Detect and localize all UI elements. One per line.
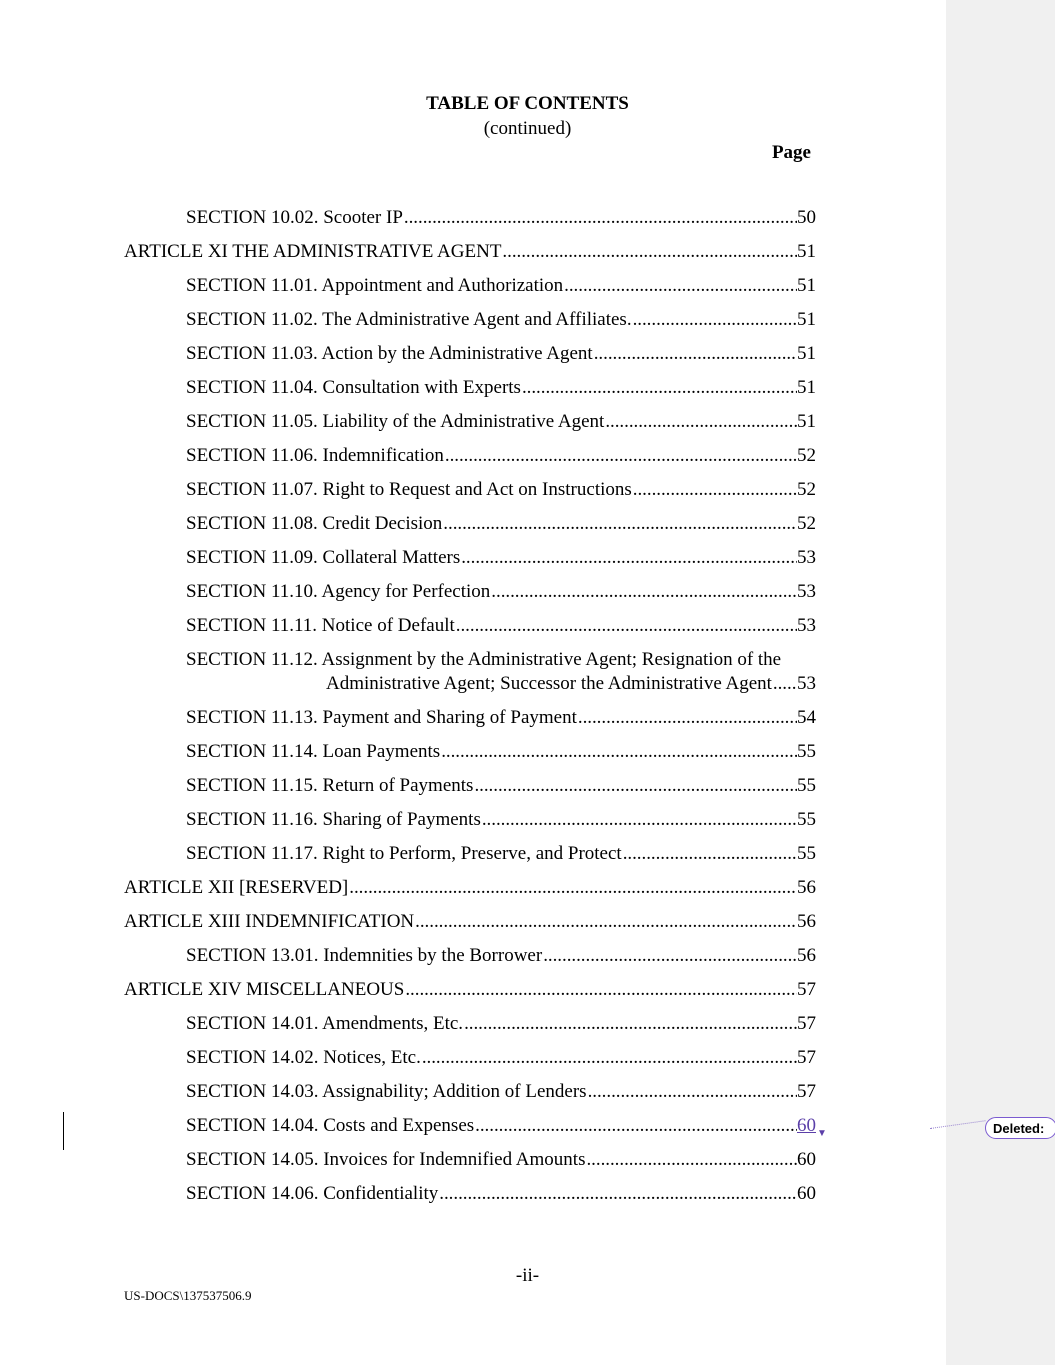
- toc-entry[interactable]: SECTION 14.06. Confidentiality . . . 60: [186, 1182, 816, 1206]
- toc-entry-line1[interactable]: SECTION 11.12. Assignment by the Administrative Agent; Resignation of the: [186, 649, 782, 670]
- insertion-caret-icon: ▼: [817, 1128, 827, 1139]
- toc-entry[interactable]: SECTION 11.02. The Administrative Agent and Affiliates. . . . 51: [186, 308, 816, 332]
- markup-pane: [946, 0, 1055, 1365]
- toc-entry[interactable]: SECTION 14.04. Costs and Expenses . . . 60 ▼: [186, 1114, 816, 1138]
- toc-entry[interactable]: Administrative Agent; Successor the Administrative Agent . . . 53: [326, 672, 816, 696]
- toc-entry[interactable]: SECTION 11.10. Agency for Perfection . . . 53: [186, 580, 816, 604]
- toc-entry[interactable]: SECTION 11.01. Appointment and Authorization . . . 51: [186, 274, 816, 298]
- toc-entry[interactable]: ARTICLE XIV MISCELLANEOUS . . . 57: [124, 978, 816, 1002]
- tracked-change-page-number[interactable]: 60 ▼: [797, 1114, 816, 1138]
- toc-entry[interactable]: SECTION 11.16. Sharing of Payments . . . 55: [186, 808, 816, 832]
- document-id: US-DOCS\137537506.9: [124, 1288, 252, 1303]
- toc-entry[interactable]: SECTION 14.01. Amendments, Etc. . . . 57: [186, 1012, 816, 1036]
- toc-entry[interactable]: SECTION 11.05. Liability of the Administrative Agent . . . 51: [186, 410, 816, 434]
- page-column-header: Page: [771, 142, 811, 163]
- toc-entry[interactable]: SECTION 14.05. Invoices for Indemnified Amounts . . . 60: [186, 1148, 816, 1172]
- toc-title: TABLE OF CONTENTS: [426, 93, 629, 114]
- toc-entry[interactable]: SECTION 11.15. Return of Payments . . . 55: [186, 774, 816, 798]
- toc-entry[interactable]: SECTION 11.07. Right to Request and Act on Instructions . . . 52: [186, 478, 816, 502]
- toc-entry[interactable]: ARTICLE XIII INDEMNIFICATION . . . 56: [124, 910, 816, 934]
- toc-entry[interactable]: SECTION 11.13. Payment and Sharing of Payment . . . 54: [186, 706, 816, 730]
- deleted-comment-balloon[interactable]: Deleted:: [985, 1117, 1055, 1139]
- toc-subtitle: (continued): [483, 118, 572, 139]
- toc-entry[interactable]: SECTION 11.09. Collateral Matters . . . 53: [186, 546, 816, 570]
- toc-entry[interactable]: SECTION 11.17. Right to Perform, Preserve, and Protect . . . 55: [186, 842, 816, 866]
- change-bar: [63, 1112, 64, 1150]
- toc-entry[interactable]: SECTION 10.02. Scooter IP . . . 50: [186, 206, 816, 230]
- toc-entry[interactable]: SECTION 11.08. Credit Decision . . . 52: [186, 512, 816, 536]
- toc-entry[interactable]: SECTION 11.04. Consultation with Experts . . . 51: [186, 376, 816, 400]
- toc-entry[interactable]: SECTION 11.06. Indemnification . . . 52: [186, 444, 816, 468]
- toc-entry[interactable]: SECTION 13.01. Indemnities by the Borrower . . . 56: [186, 944, 816, 968]
- toc-entry[interactable]: SECTION 11.14. Loan Payments . . . 55: [186, 740, 816, 764]
- toc-entry[interactable]: ARTICLE XII [RESERVED] . . . 56: [124, 876, 816, 900]
- toc-entry[interactable]: SECTION 14.03. Assignability; Addition of Lenders . . . 57: [186, 1080, 816, 1104]
- page-number: -ii-: [515, 1265, 540, 1286]
- toc-entry[interactable]: ARTICLE XI THE ADMINISTRATIVE AGENT . . . 51: [124, 240, 816, 264]
- toc-entry[interactable]: SECTION 14.02. Notices, Etc. . . . 57: [186, 1046, 816, 1070]
- toc-entry[interactable]: SECTION 11.11. Notice of Default . . . 53: [186, 614, 816, 638]
- toc-entry[interactable]: SECTION 11.03. Action by the Administrative Agent . . . 51: [186, 342, 816, 366]
